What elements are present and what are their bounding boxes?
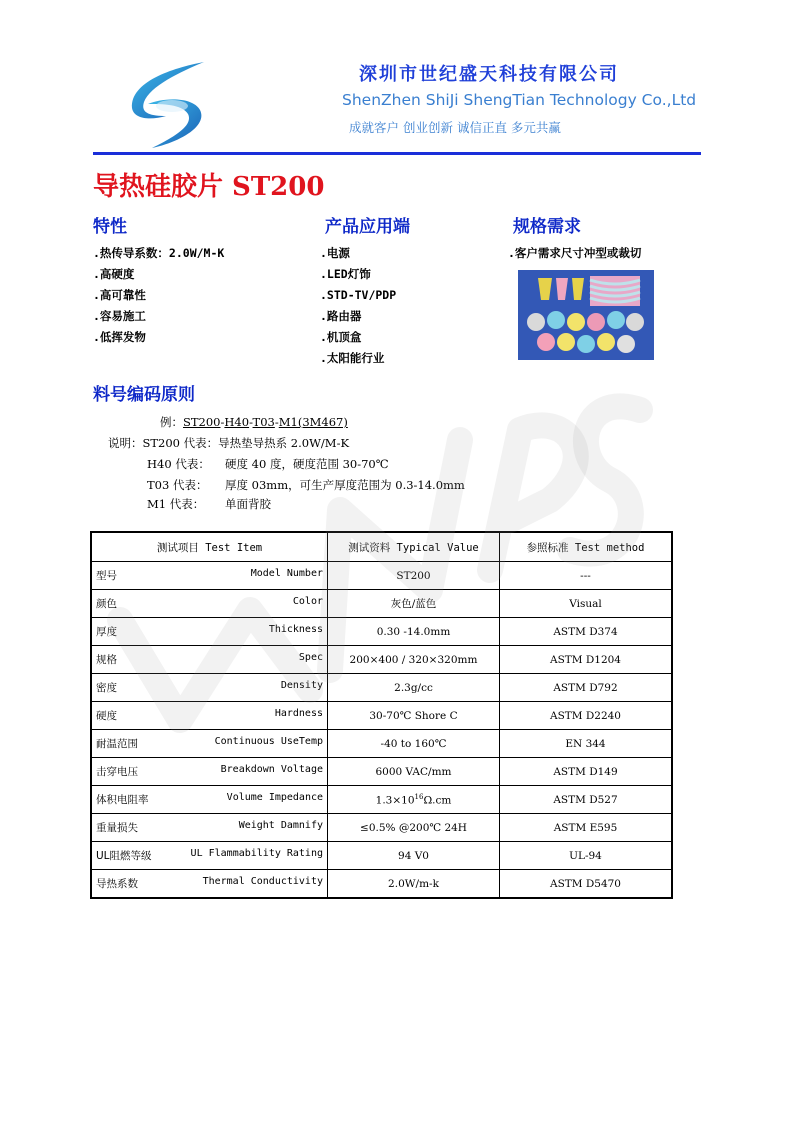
item-cn: 硬度: [96, 710, 117, 722]
item-cn: UL阻燃等级: [96, 850, 152, 862]
value-cell: [328, 786, 500, 814]
explain-label: ST200 代表：: [142, 436, 219, 450]
product-photo: [518, 270, 654, 360]
item-en: UL Flammability Rating: [190, 848, 323, 859]
table-header-cell: 测试项目 Test Item: [91, 532, 328, 562]
item-cn: 击穿电压: [96, 766, 138, 778]
application-item: .STD-TV/PDP: [320, 288, 397, 302]
company-name-cn: 深圳市世纪盛天科技有限公司: [359, 64, 619, 85]
explain-label: H40 代表：: [147, 457, 210, 471]
company-name-en: ShenZhen ShiJi ShengTian Technology Co.,Ltd: [342, 91, 697, 109]
table-row: [91, 758, 672, 786]
item-en: Spec: [298, 652, 323, 663]
method-cell: ASTM D149: [500, 758, 673, 786]
item-en: Model Number: [250, 568, 323, 579]
table-header-row: [91, 532, 672, 562]
item-cn: 重量损失: [96, 822, 138, 834]
company-slogan: 成就客户 创业创新 诚信正直 多元共赢: [349, 120, 561, 135]
item-cn: 颜色: [96, 598, 117, 610]
item-en: Continuous UseTemp: [214, 736, 323, 747]
feature-item: .低挥发物: [93, 330, 146, 344]
application-item: .机顶盒: [320, 330, 362, 344]
explain-text: 导热垫导热系 2.0W/M-K: [218, 436, 350, 450]
method-cell: ASTM D1204: [500, 646, 673, 674]
feature-item: .高可靠性: [93, 288, 146, 302]
coding-explain-line: [147, 477, 465, 493]
item-cell: [91, 870, 328, 899]
coding-explain-line: [147, 456, 389, 472]
method-cell: UL-94: [500, 842, 673, 870]
value-cell: 0.30 -14.0mm: [328, 618, 500, 646]
spec-needs-list: [508, 243, 641, 264]
item-en: Color: [292, 596, 323, 607]
table-row: [91, 870, 672, 899]
value-cell: -40 to 160℃: [328, 730, 500, 758]
table-row: [91, 646, 672, 674]
spec-table: [90, 531, 673, 899]
coding-heading: 料号编码原则: [93, 385, 195, 405]
application-item: .路由器: [320, 309, 362, 323]
applications-list: [320, 243, 396, 369]
table-header-cell: 测试资料 Typical Value: [328, 532, 500, 562]
table-row: [91, 842, 672, 870]
features-list: [93, 243, 224, 348]
item-en: Breakdown Voltage: [220, 764, 323, 775]
item-cell: [91, 814, 328, 842]
item-cell: [91, 842, 328, 870]
table-header-cell: 参照标准 Test method: [500, 532, 673, 562]
coding-explain-line: [108, 435, 349, 451]
value-cell: ST200: [328, 562, 500, 590]
header-divider: [93, 152, 701, 155]
example-part: ST200: [183, 415, 221, 429]
item-cn: 厚度: [96, 626, 117, 638]
item-cn: 导热系数: [96, 878, 138, 890]
item-en: Weight Damnify: [238, 820, 323, 831]
value-cell: 灰色/蓝色: [328, 590, 500, 618]
example-part: M1(3M467): [278, 415, 348, 429]
product-title: 导热硅胶片 ST200: [93, 172, 325, 202]
spec-needs-item: .客户需求尺寸冲型或裁切: [508, 246, 642, 260]
value-cell: 2.3g/cc: [328, 674, 500, 702]
item-cell: [91, 786, 328, 814]
explain-prefix: 说明：: [108, 436, 143, 450]
features-heading: 特性: [93, 217, 127, 237]
method-cell: ---: [500, 562, 673, 590]
value-cell: ≤0.5% @200℃ 24H: [328, 814, 500, 842]
item-en: Thermal Conductivity: [202, 876, 323, 887]
method-cell: ASTM E595: [500, 814, 673, 842]
coding-example: 例：ST200-H40-T03-M1(3M467): [160, 415, 348, 429]
item-en: Volume Impedance: [226, 792, 323, 803]
method-cell: EN 344: [500, 730, 673, 758]
application-item: .太阳能行业: [320, 351, 385, 365]
applications-heading: 产品应用端: [325, 217, 410, 237]
explain-text: 厚度 03mm，可生产厚度范围为 0.3-14.0mm: [225, 478, 465, 492]
value-cell: 2.0W/m-k: [328, 870, 500, 899]
method-cell: ASTM D527: [500, 786, 673, 814]
table-row: [91, 730, 672, 758]
method-cell: ASTM D374: [500, 618, 673, 646]
value-base: 1.3×10: [375, 794, 415, 807]
item-cell: [91, 646, 328, 674]
feature-item: .热传导系数：2.0W/M-K: [93, 246, 225, 260]
example-part: H40: [224, 415, 250, 429]
item-cell: [91, 590, 328, 618]
item-en: Thickness: [268, 624, 323, 635]
explain-text: 硬度 40 度，硬度范围 30-70℃: [225, 457, 389, 471]
table-row: [91, 674, 672, 702]
item-cell: [91, 562, 328, 590]
company-logo: [122, 58, 217, 153]
method-cell: ASTM D2240: [500, 702, 673, 730]
application-item: .LED灯饰: [320, 267, 371, 281]
method-cell: ASTM D5470: [500, 870, 673, 899]
item-en: Hardness: [274, 708, 323, 719]
example-prefix: 例：: [160, 415, 183, 429]
spec-needs-heading: 规格需求: [513, 217, 581, 237]
item-cn: 型号: [96, 570, 117, 582]
table-row: [91, 562, 672, 590]
item-cell: [91, 618, 328, 646]
item-cell: [91, 758, 328, 786]
application-item: .电源: [320, 246, 350, 260]
value-exponent: 16: [414, 792, 424, 801]
feature-item: .高硬度: [93, 267, 135, 281]
table-row: [91, 786, 672, 814]
value-cell: 6000 VAC/mm: [328, 758, 500, 786]
table-row: [91, 590, 672, 618]
item-cn: 体积电阻率: [96, 794, 149, 806]
item-cn: 耐温范围: [96, 738, 138, 750]
value-cell: 30-70℃ Shore C: [328, 702, 500, 730]
value-unit: Ω.cm: [423, 794, 452, 807]
explain-text: 单面背胶: [225, 497, 271, 511]
method-cell: Visual: [500, 590, 673, 618]
item-cell: [91, 730, 328, 758]
example-part: T03: [252, 415, 275, 429]
item-cell: [91, 702, 328, 730]
item-en: Density: [280, 680, 323, 691]
item-cn: 密度: [96, 682, 117, 694]
explain-label: M1 代表：: [147, 497, 205, 511]
table-row: [91, 618, 672, 646]
item-cell: [91, 674, 328, 702]
method-cell: ASTM D792: [500, 674, 673, 702]
item-cn: 规格: [96, 654, 117, 666]
feature-item: .容易施工: [93, 309, 146, 323]
coding-explain-line: [147, 496, 271, 512]
table-row: [91, 814, 672, 842]
value-cell: 94 V0: [328, 842, 500, 870]
value-cell: 200×400 / 320×320mm: [328, 646, 500, 674]
explain-label: T03 代表：: [147, 478, 208, 492]
table-row: [91, 702, 672, 730]
